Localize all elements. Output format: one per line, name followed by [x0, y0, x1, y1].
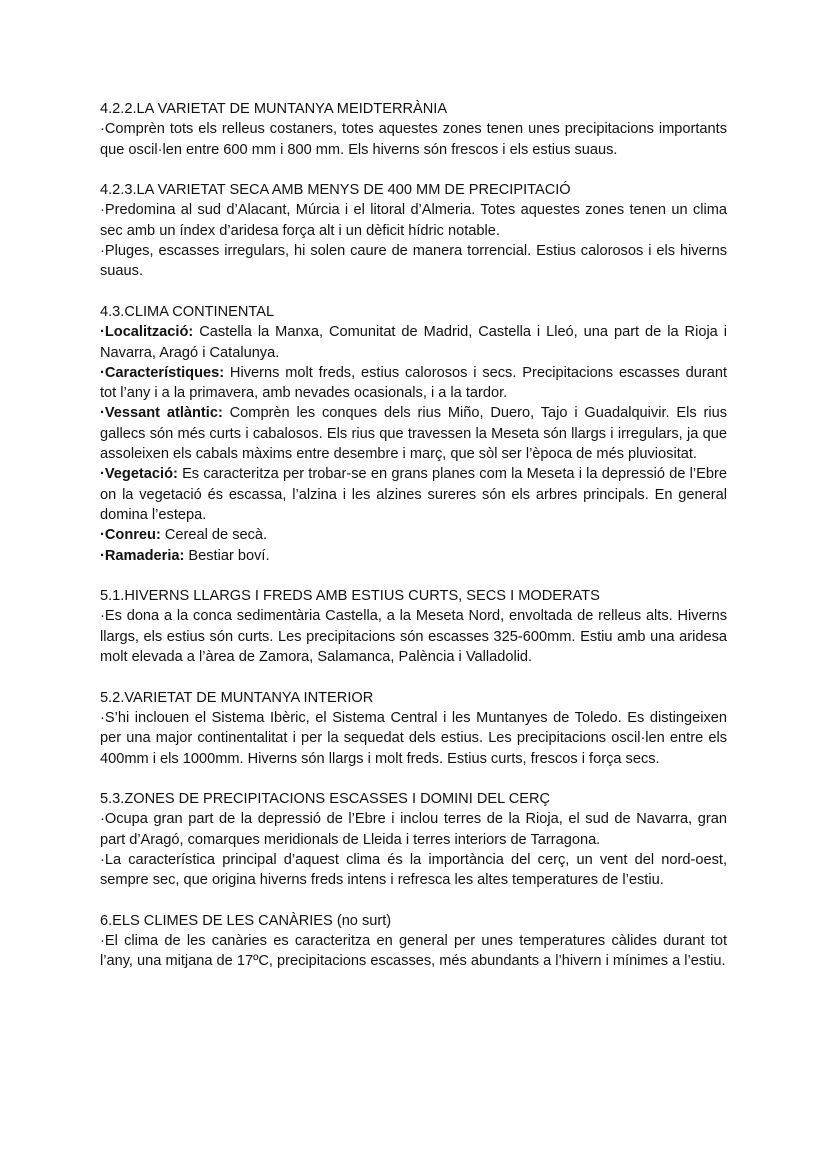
paragraph-vessant-atlantic: [100, 403, 727, 464]
paragraph-label: ·Vegetació:: [100, 466, 178, 483]
document-page: [100, 99, 727, 992]
paragraph-label: ·Localització:: [100, 324, 194, 341]
paragraph-text: Es caracteritza per trobar-se en grans planes com la Meseta i la depressió de l’Ebre on la vegetació és escassa, l’alzina i les alzines sureres són els arbres principals. En general domina l’estepa.: [100, 466, 727, 523]
paragraph-label: ·Vessant atlàntic:: [100, 405, 223, 422]
section-5-1: [100, 586, 727, 667]
paragraph-vegetacio: [100, 464, 727, 525]
paragraph: ·Ocupa gran part de la depressió de l’Ebre i inclou terres de la Rioja, el sud de Navarra, gran part d’Aragó, comarques meridionals de Lleida i terres interiors de Tarragona.: [100, 811, 727, 848]
paragraph-label: ·Conreu:: [100, 527, 161, 544]
section-heading: 4.3.CLIMA CONTINENTAL: [100, 303, 275, 320]
paragraph-localitzacio: [100, 322, 727, 363]
paragraph: ·Comprèn tots els relleus costaners, totes aquestes zones tenen unes precipitacions importants que oscil·len entre 600 mm i 800 mm. Els hiverns són frescos i els estius suaus.: [100, 121, 727, 158]
section-4-3: [100, 302, 727, 566]
paragraph-conreu: [100, 525, 727, 545]
section-heading: 5.3.ZONES DE PRECIPITACIONS ESCASSES I DOMINI DEL CERÇ: [100, 791, 551, 808]
paragraph-label: ·Ramaderia:: [100, 547, 185, 564]
paragraph: ·Es dona a la conca sedimentària Castella, a la Meseta Nord, envoltada de relleus alts. Hiverns llargs, els estius són curts. Les precipitacions són escasses 325-600mm. Estiu amb una aridesa molt elevada a l’àrea de Zamora, Salamanca, Palència i Valladolid.: [100, 608, 727, 666]
paragraph: ·Predomina al sud d’Alacant, Múrcia i el litoral d’Almeria. Totes aquestes zones tenen un clima sec amb un índex d’aridesa força alt i un dèficit hídric notable.: [100, 202, 727, 239]
paragraph-caracteristiques: [100, 363, 727, 404]
section-heading: 6.ELS CLIMES DE LES CANÀRIES (no surt): [100, 912, 392, 929]
paragraph-text: Hiverns molt freds, estius calorosos i secs. Precipitacions escasses durant tot l’any i a la primavera, amb nevades ocasionals, i a la tardor.: [100, 364, 727, 402]
section-4-2-3: [100, 180, 727, 281]
paragraph: ·La característica principal d’aquest clima és la importància del cerç, un vent del nord-oest, sempre sec, que origina hiverns freds intens i refresca les altes temperatures de l’estiu.: [100, 851, 727, 889]
paragraph-label: ·Característiques:: [100, 364, 225, 381]
paragraph-ramaderia: [100, 546, 727, 566]
section-6: [100, 911, 727, 972]
paragraph-text: Comprèn les conques dels rius Miño, Duero, Tajo i Guadalquivir. Els rius gallecs són més curts i cabalosos. Els rius que travessen la Meseta són llargs i irregulars, ja que assoleixen els cabals màxims entre desembre i març, que sòl ser l’època de més pluviositat.: [100, 405, 727, 463]
paragraph: ·Pluges, escasses irregulars, hi solen caure de manera torrencial. Estius calorosos i els hiverns suaus.: [100, 243, 727, 280]
section-heading: 4.2.3.LA VARIETAT SECA AMB MENYS DE 400 MM DE PRECIPITACIÓ: [100, 182, 571, 199]
paragraph-text: Castella la Manxa, Comunitat de Madrid, Castella i Lleó, una part de la Rioja i Navarra, Aragó i Catalunya.: [100, 324, 727, 361]
paragraph-text: Bestiar boví.: [184, 547, 270, 564]
section-5-3: [100, 789, 727, 890]
paragraph: ·El clima de les canàries es caracteritza en general per unes temperatures càlides durant tot l’any, una mitjana de 17ºC, precipitacions escasses, més abundants a l’hivern i mínimes a l’estiu.: [100, 933, 727, 970]
section-heading: 4.2.2.LA VARIETAT DE MUNTANYA MEIDTERRÀNIA: [100, 101, 448, 117]
section-heading: 5.1.HIVERNS LLARGS I FREDS AMB ESTIUS CURTS, SECS I MODERATS: [100, 588, 600, 605]
paragraph: ·S’hi inclouen el Sistema Ibèric, el Sistema Central i les Muntanyes de Toledo. Es distingeixen per una major continentalitat i per la sequedat dels estius. Les precipitacions oscil·len entre els 400mm i els 1000mm. Hiverns són llargs i molt freds. Estius curts, frescos i força secs.: [100, 709, 727, 767]
section-5-2: [100, 688, 727, 769]
section-heading: 5.2.VARIETAT DE MUNTANYA INTERIOR: [100, 689, 374, 706]
section-4-2-2: [100, 99, 727, 160]
paragraph-text: Cereal de secà.: [160, 527, 268, 544]
